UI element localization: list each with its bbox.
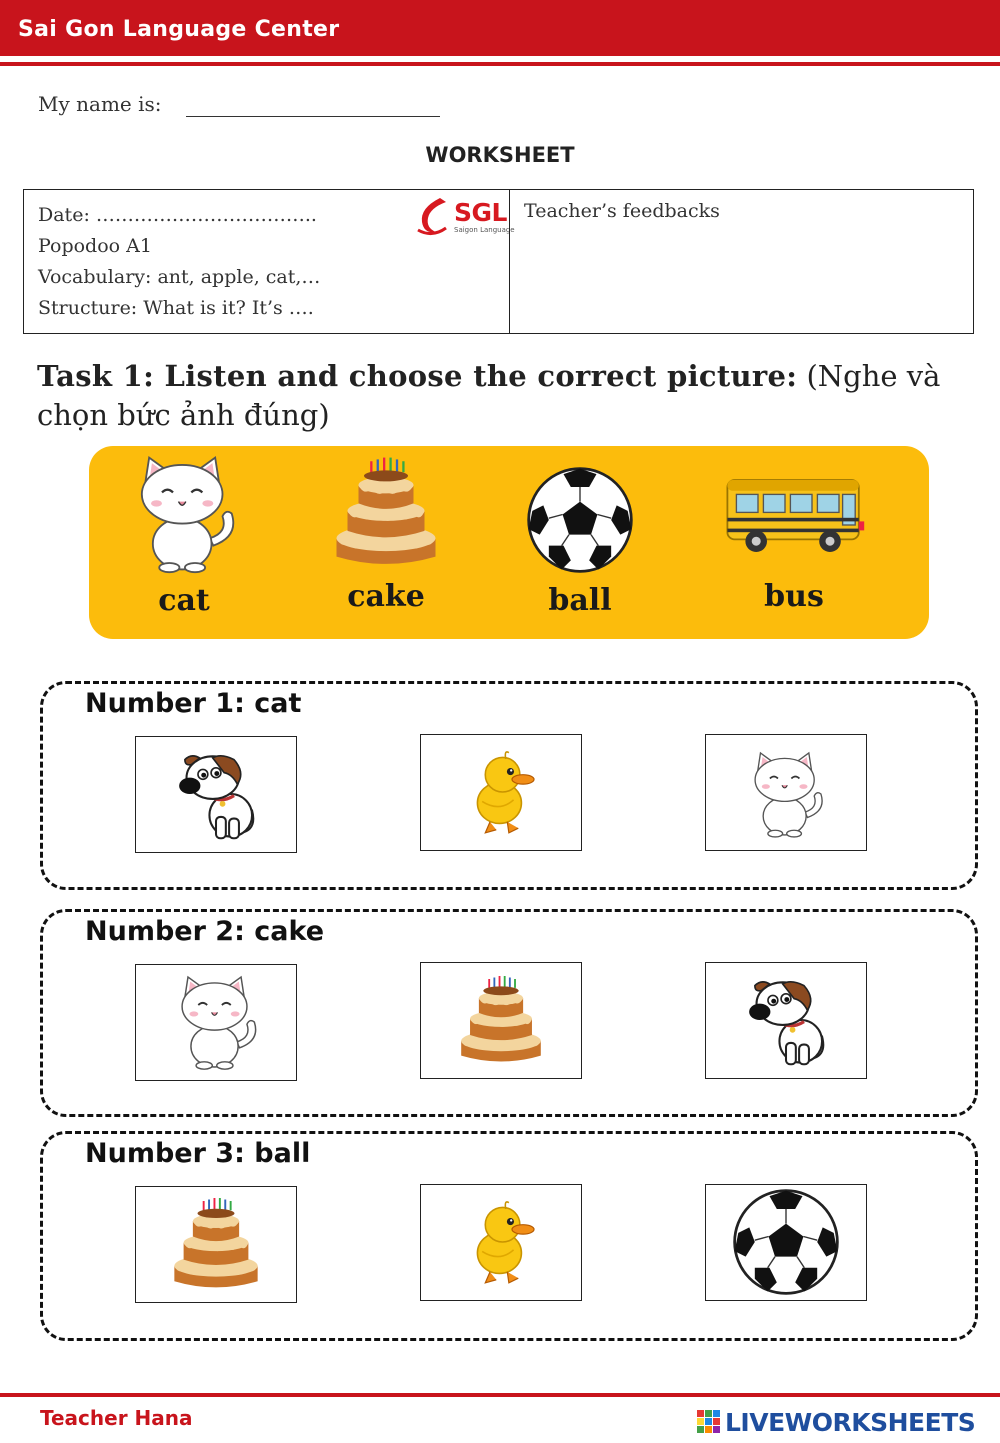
info-column-divider (509, 190, 510, 333)
liveworksheets-text: LIVEWORKSHEETS (725, 1408, 976, 1437)
cake-icon (331, 451, 441, 576)
cake-icon (421, 963, 581, 1078)
cake-icon (136, 1187, 296, 1302)
vocabulary-line: Vocabulary: ant, apple, cat,… (38, 266, 321, 288)
header-bar (0, 0, 1000, 56)
liveworksheets-icon (697, 1410, 721, 1434)
question-2 (40, 909, 978, 1117)
question-2-title: Number 2: cake (85, 916, 325, 947)
question-1-option-cat[interactable] (705, 734, 867, 851)
task-title: Task 1: Listen and choose the correct picture: (37, 359, 798, 393)
question-1-option-duck[interactable] (420, 734, 582, 851)
name-label: My name is: (38, 92, 162, 116)
task-subtitle: (Nghe và chọn bức ảnh đúng) (37, 359, 941, 432)
footer-divider (0, 1393, 1000, 1397)
info-table (23, 189, 974, 334)
task-instruction (37, 357, 967, 435)
vocab-word-cake: cake (347, 579, 425, 614)
question-3-title: Number 3: ball (85, 1138, 311, 1169)
dog-icon (136, 737, 296, 852)
center-title: Sai Gon Language Center (18, 17, 340, 42)
vocabulary-panel (89, 446, 929, 639)
worksheet-title: WORKSHEET (425, 143, 575, 167)
vocab-word-bus: bus (764, 579, 824, 614)
bus-icon (709, 471, 879, 561)
duck-icon (421, 735, 581, 850)
vocab-item-ball (505, 451, 655, 631)
question-2-option-cat[interactable] (135, 964, 297, 1081)
question-3-option-ball[interactable] (705, 1184, 867, 1301)
sgl-logo (412, 194, 515, 238)
question-3-option-cake[interactable] (135, 1186, 297, 1303)
question-1 (40, 681, 978, 890)
ball-icon (525, 465, 635, 575)
liveworksheets-logo (697, 1405, 997, 1437)
vocab-item-cake (311, 451, 461, 631)
lesson-info (38, 200, 320, 324)
dog-icon (706, 963, 866, 1078)
course-line: Popodoo A1 (38, 235, 152, 257)
duck-icon (421, 1185, 581, 1300)
sgl-logo-text: SGL (454, 198, 507, 227)
question-1-title: Number 1: cat (85, 688, 302, 719)
vocab-word-ball: ball (548, 583, 612, 618)
question-3 (40, 1131, 978, 1341)
vocab-word-cat: cat (158, 583, 210, 618)
question-2-option-cake[interactable] (420, 962, 582, 1079)
question-2-option-dog[interactable] (705, 962, 867, 1079)
sgl-swirl-icon (412, 194, 452, 238)
teacher-name: Teacher Hana (40, 1406, 193, 1430)
sgl-logo-subtext: Saigon Language (454, 226, 515, 234)
date-line: Date: …………………………….. (38, 204, 317, 226)
structure-line: Structure: What is it? It’s …. (38, 297, 314, 319)
cat-icon (706, 735, 866, 850)
question-1-option-dog[interactable] (135, 736, 297, 853)
vocab-item-cat (109, 451, 259, 631)
cat-icon (129, 451, 239, 576)
name-input-line[interactable] (186, 116, 440, 117)
header-divider (0, 62, 1000, 66)
teacher-feedback-label: Teacher’s feedbacks (524, 200, 720, 222)
cat-icon (136, 965, 296, 1080)
question-3-option-duck[interactable] (420, 1184, 582, 1301)
vocab-item-bus (719, 451, 869, 631)
ball-icon (706, 1185, 866, 1300)
